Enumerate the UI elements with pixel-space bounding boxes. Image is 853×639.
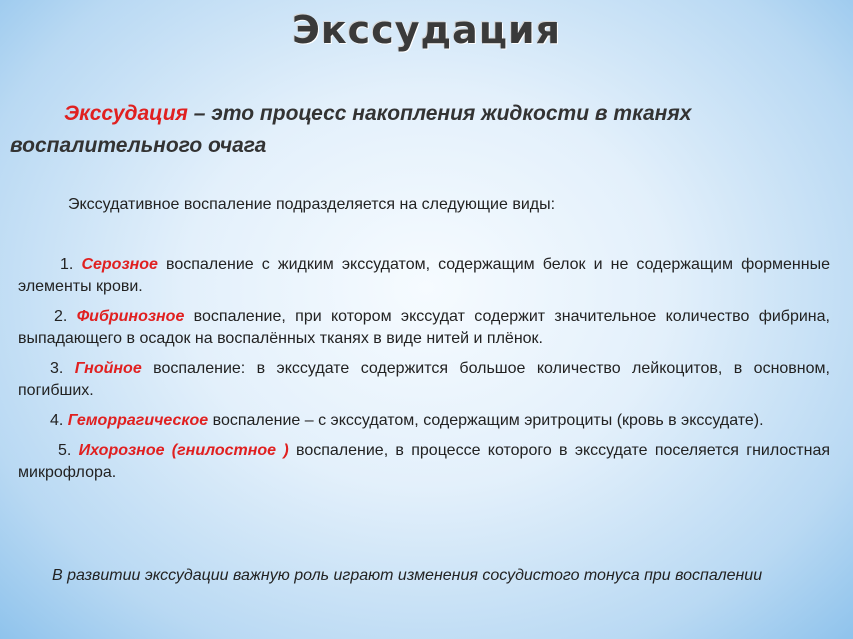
item-text: воспаление с жидким экссудатом, содержащим белок и не содержащим форменные элементы крови. bbox=[18, 256, 831, 295]
item-number: 2. bbox=[54, 308, 68, 325]
definition-text: – это процесс накопления жидкости в тканях воспалительного очага bbox=[10, 102, 692, 157]
intro-text: Экссудативное воспаление подразделяется на следующие виды: bbox=[68, 196, 556, 213]
item-number: 5. bbox=[58, 442, 72, 459]
item-text: воспаление, при котором экссудат содержит значительное количество фибрина, выпадающего в осадок на воспалённых тканях в виде нитей и плёнок. bbox=[18, 308, 830, 347]
list-item bbox=[18, 410, 830, 432]
types-list bbox=[18, 254, 830, 492]
list-item bbox=[18, 440, 830, 484]
list-item bbox=[18, 306, 830, 350]
item-text: воспаление – с экссудатом, содержащим эритроциты (кровь в экссудате). bbox=[208, 412, 764, 429]
item-number: 3. bbox=[50, 360, 64, 377]
definition-term: Экссудация bbox=[64, 102, 188, 125]
item-text: воспаление, в процессе которого в экссудате поселяется гнилостная микрофлора. bbox=[18, 442, 831, 481]
item-term: Серозное bbox=[81, 256, 158, 273]
note-text: В развитии экссудации важную роль играют изменения сосудистого тонуса при воспалении bbox=[52, 567, 763, 584]
item-term: Гнойное bbox=[74, 360, 142, 377]
item-text: воспаление: в экссудате содержится большое количество лейкоцитов, в основном, погибших. bbox=[18, 360, 830, 399]
item-number: 4. bbox=[50, 412, 64, 429]
definition bbox=[10, 98, 846, 162]
list-item bbox=[18, 358, 830, 402]
list-item bbox=[18, 254, 830, 298]
item-number: 1. bbox=[60, 256, 74, 273]
item-term: Ихорозное (гнилостное ) bbox=[78, 442, 289, 459]
item-term: Фибринозное bbox=[76, 308, 185, 325]
slide-title: Экссудация bbox=[291, 8, 562, 52]
item-term: Геморрагическое bbox=[67, 412, 209, 429]
